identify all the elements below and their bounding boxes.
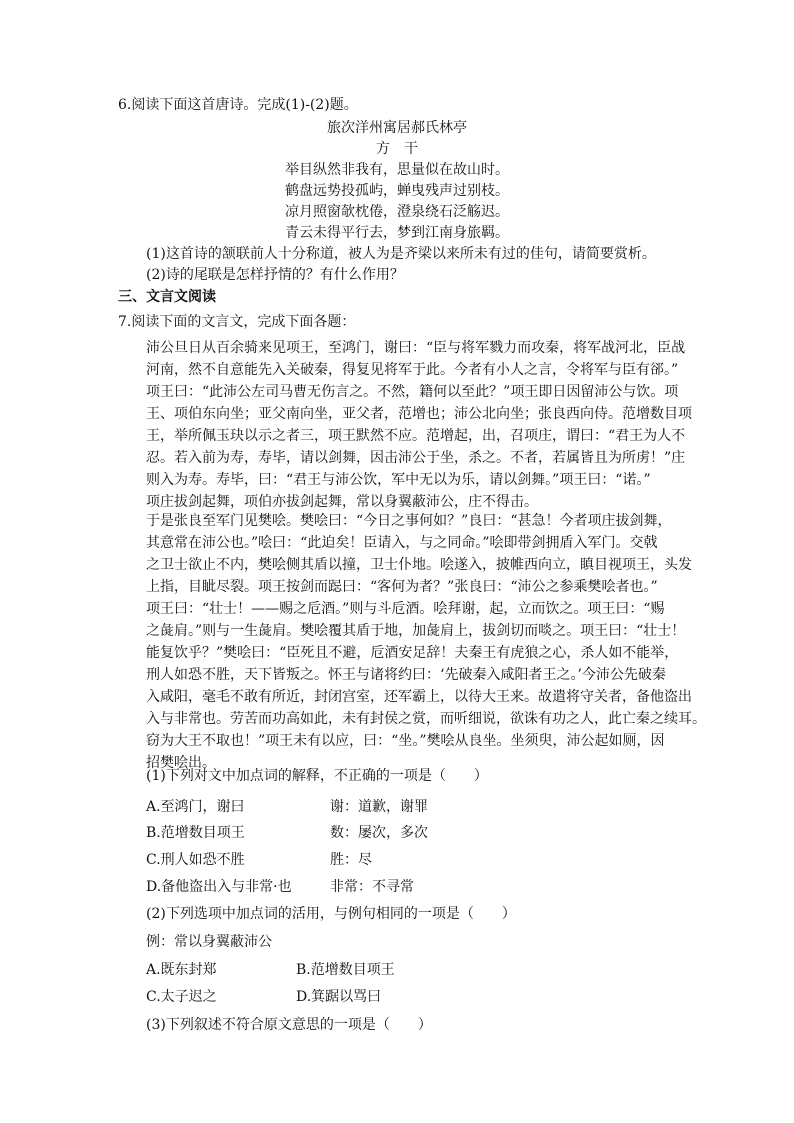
question-6-sub-1: (1)这首诗的颔联前人十分称道，被人为是齐梁以来所未有过的佳句，请简要赏析。 [146, 246, 656, 262]
passage-line: 河南，然不自意能先入关破秦，得复见将军于此。今者有小人之言，令将军与臣有郤。” [146, 362, 679, 378]
question-7-sub-2-stem: (2)下列选项中加点词的活用，与例句相同的一项是（ ） [146, 906, 516, 922]
passage-line: 上指，目眦尽裂。项王按剑而跽曰：“客何为者？”张良曰：“沛公之参乘樊哙者也。” [146, 579, 658, 595]
passage-line: 其意常在沛公也。”哙曰：“此迫矣！臣请入，与之同命。”哙即带剑拥盾入军门。交戟 [146, 535, 658, 551]
passage-line: 项庄拔剑起舞，项伯亦拔剑起舞，常以身翼蔽沛公，庄不得击。 [146, 494, 538, 510]
option-c-left: C.刑人如恐不胜 [146, 852, 245, 868]
example-sentence: 例：常以身翼蔽沛公 [146, 934, 272, 950]
poem-title: 旅次洋州寓居郝氏林亭 [327, 120, 467, 136]
option-a-left: A.至鸿门，谢曰 [146, 799, 245, 815]
passage-paragraph-2 [146, 510, 706, 774]
passage-line: 之彘肩。”则与一生彘肩。樊哙覆其盾于地，加彘肩上，拔剑切而啖之。项王曰：“壮士！ [146, 623, 686, 639]
option-b: B.范增数目项王 [296, 962, 395, 978]
option-d-right: 非常：不寻常 [330, 879, 414, 895]
passage-line: 之卫士欲止不内，樊哙侧其盾以撞，卫士仆地。哙遂入，披帷西向立，瞋目视项王，头发 [146, 557, 692, 573]
section-heading: 三、文言文阅读 [118, 289, 216, 305]
passage-line: 项王曰：“壮士！——赐之卮酒。”则与斗卮酒。哙拜谢，起，立而饮之。项王曰：“赐 [146, 601, 665, 617]
poem-line-4: 青云未得平行去，梦到江南身旅羁。 [285, 225, 509, 241]
poem-line-3: 凉月照窗欹枕倦，澄泉绕石泛觞迟。 [285, 204, 509, 220]
passage-line: 刑人如恐不胜，天下皆叛之。怀王与诸将约曰：‘先破秦入咸阳者王之。’今沛公先破秦 [146, 667, 666, 683]
poem-line-2: 鹤盘远势投孤屿，蝉曳残声过别枝。 [285, 183, 509, 199]
passage-line: 入与非常也。劳苦而功高如此，未有封侯之赏，而听细说，欲诛有功之人，此亡秦之续耳。 [146, 711, 706, 727]
poem-author: 方 干 [376, 141, 418, 157]
passage-line: 则入为寿。寿毕，曰：“君王与沛公饮，军中无以为乐，请以剑舞。”项王曰：“诺。” [146, 472, 651, 488]
passage-line: 沛公旦日从百余骑来见项王，至鸿门，谢曰：“臣与将军戮力而攻秦，将军战河北，臣战 [146, 340, 686, 356]
question-6-stem: 6.阅读下面这首唐诗。完成(1)-(2)题。 [118, 97, 358, 113]
poem-line-1: 举目纵然非我有，思量似在故山时。 [285, 162, 509, 178]
passage-line: 入咸阳，毫毛不敢有所近，封闭宫室，还军霸上，以待大王来。故遣将守关者，备他盗出 [146, 689, 692, 705]
option-a: A.既东封郑 [146, 962, 217, 978]
passage-line: 王、项伯东向坐；亚父南向坐，亚父者，范增也；沛公北向坐；张良西向侍。范增数目项 [146, 406, 692, 422]
option-d: D.箕踞以骂曰 [296, 989, 382, 1005]
option-a-right: 谢：道歉，谢罪 [330, 799, 428, 815]
option-d-left: D.备他盗出入与非常·也 [146, 879, 292, 895]
passage-line: 窃为大王不取也！”项王未有以应，曰：“坐。”樊哙从良坐。坐须臾，沛公起如厕，因 [146, 733, 665, 749]
question-7-stem: 7.阅读下面的文言文，完成下面各题： [118, 314, 356, 330]
passage-line: 能复饮乎？”樊哙曰：“臣死且不避，卮酒安足辞！夫秦王有虎狼之心，杀人如不能举， [146, 645, 679, 661]
passage-line: 王，举所佩玉玦以示之者三，项王默然不应。范增起，出，召项庄，谓曰：“君王为人不 [146, 428, 686, 444]
passage-line: 项王曰：“此沛公左司马曹无伤言之。不然，籍何以至此？”项王即日因留沛公与饮。项 [146, 384, 679, 400]
passage-line: 忍。若入前为寿，寿毕，请以剑舞，因击沛公于坐，杀之。不者，若属皆且为所虏！”庄 [146, 450, 686, 466]
question-6-sub-2: (2)诗的尾联是怎样抒情的？有什么作用？ [146, 267, 404, 283]
option-c: C.太子迟之 [146, 989, 217, 1005]
question-7-sub-1-stem: (1)下列对文中加点词的解释，不正确的一项是（ ） [146, 768, 488, 784]
option-b-left: B.范增数目项王 [146, 825, 245, 841]
passage-paragraph-1 [146, 337, 706, 513]
question-7-sub-3-stem: (3)下列叙述不符合原文意思的一项是（ ） [146, 1017, 432, 1033]
passage-line: 于是张良至军门见樊哙。樊哙曰：“今日之事何如？”良曰：“甚急！今者项庄拔剑舞， [146, 513, 672, 529]
option-b-right: 数：屡次，多次 [330, 825, 428, 841]
option-c-right: 胜：尽 [330, 852, 372, 868]
passage-line: 招樊哙出。 [146, 755, 216, 771]
